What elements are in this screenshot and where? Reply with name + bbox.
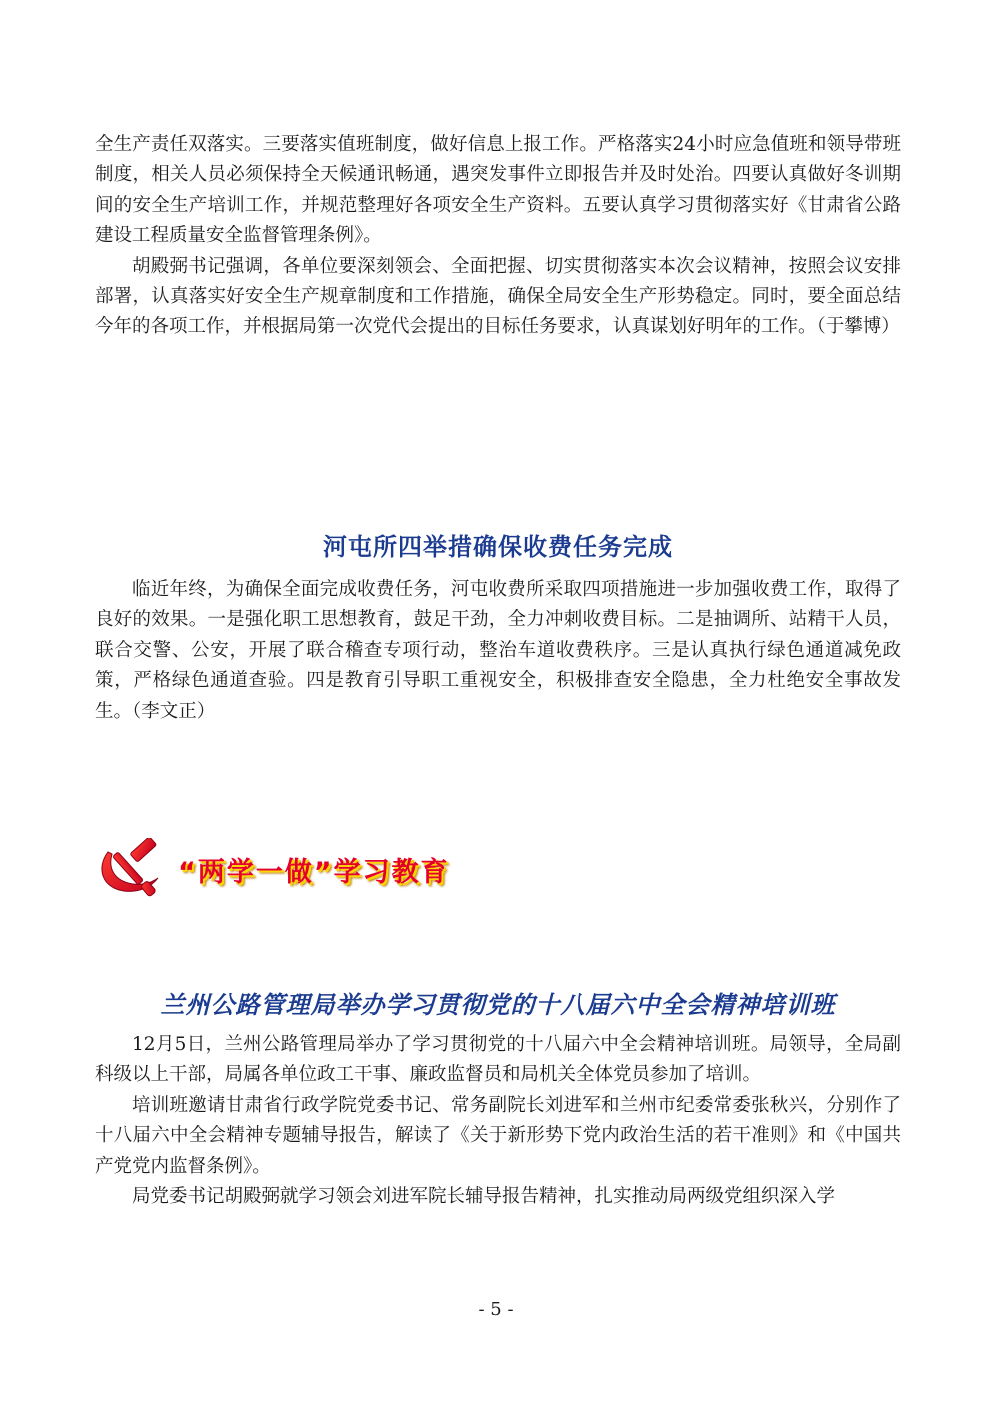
article-training-class — [95, 1030, 901, 1212]
paragraph: 全生产责任双落实。三要落实值班制度，做好信息上报工作。严格落实24小时应急值班和领导带班制度，相关人员必须保持全天候通讯畅通，遇突发事件立即报告并及时处治。四要认真做好冬训期间的安全生产培训工作，并规范整理好各项安全生产资料。五要认真学习贯彻落实好《甘肃省公路建设工程质量安全监督管理条例》。 — [95, 134, 901, 247]
paragraph: 12月5日，兰州公路管理局举办了学习贯彻党的十八届六中全会精神培训班。局领导，全局副科级以上干部，局属各单位政工干事、廉政监督员和局机关全体党员参加了培训。 — [95, 1034, 901, 1086]
article-toll-station — [95, 575, 901, 727]
paragraph: 培训班邀请甘肃省行政学院党委书记、常务副院长刘进军和兰州市纪委常委张秋兴，分别作了十八届六中全会精神专题辅导报告，解读了《关于新形势下党内政治生活的若干准则》和《中国共产党党内监督条例》。 — [95, 1094, 901, 1177]
page-number: - 5 - — [478, 1299, 514, 1320]
article-safety-meeting — [95, 130, 901, 343]
hammer-sickle-icon — [94, 838, 178, 900]
section-banner — [94, 838, 514, 900]
paragraph: 胡殿弼书记强调，各单位要深刻领会、全面把握、切实贯彻落实本次会议精神，按照会议安排部署，认真落实好安全生产规章制度和工作措施，确保全局安全生产形势稳定。同时，要全面总结今年的各项工作，并根据局第一次党代会提出的目标任务要求，认真谋划好明年的工作。（于攀博） — [95, 255, 901, 338]
article-title: 河屯所四举措确保收费任务完成 — [323, 533, 673, 561]
section-title: “两学一做”学习教育 — [178, 857, 450, 888]
paragraph: 局党委书记胡殿弼就学习领会刘进军院长辅导报告精神，扎实推动局两级党组织深入学 — [132, 1186, 836, 1208]
article-title: 兰州公路管理局举办学习贯彻党的十八届六中全会精神培训班 — [160, 991, 836, 1019]
paragraph: 临近年终，为确保全面完成收费任务，河屯收费所采取四项措施进一步加强收费工作，取得了良好的效果。一是强化职工思想教育，鼓足干劲，全力冲刺收费目标。二是抽调所、站精干人员，联合交警、公安，开展了联合稽查专项行动，整治车道收费秩序。三是认真执行绿色通道减免政策，严格绿色通道查验。四是教育引导职工重视安全，积极排查安全隐患，全力杜绝安全事故发生。（李文正） — [95, 579, 901, 722]
